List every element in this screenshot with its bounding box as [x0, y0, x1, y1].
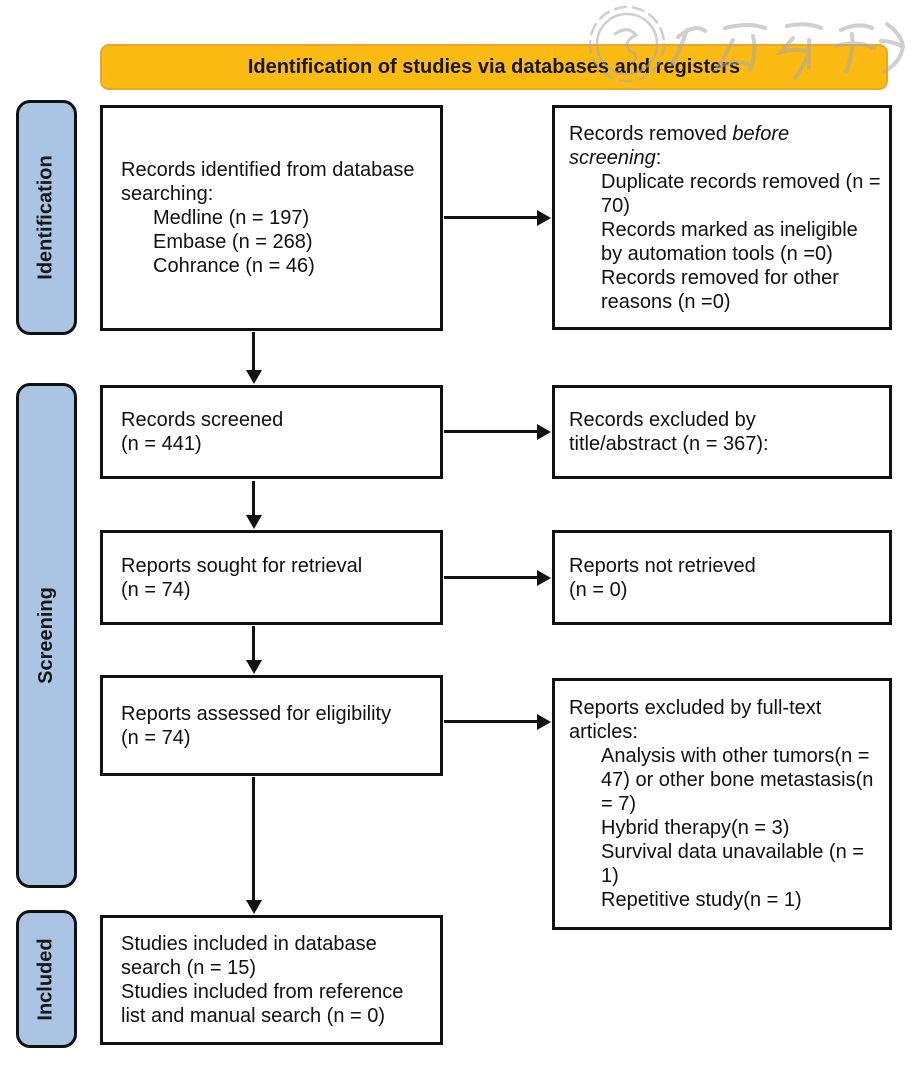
box-reports-assessed [100, 675, 443, 776]
box-text-line: Records excluded by [569, 409, 756, 431]
box-text-segment: Records removed [569, 122, 733, 145]
arrow-identified-to-removed [444, 216, 538, 219]
stage-label-identification [16, 100, 77, 335]
box-text-line: (n = 441) [121, 433, 202, 455]
box-text-segment: : [655, 146, 662, 169]
stage-label-text: Included [35, 937, 58, 1021]
arrow-assessed-to-excluded-full-text [444, 720, 538, 723]
stage-label-text: Screening [35, 587, 58, 684]
box-reports-sought [100, 530, 443, 625]
box-list-item: Cohrance (n = 46) [153, 255, 315, 277]
box-text-line [569, 122, 881, 146]
box-list-item: Hybrid therapy(n = 3) [601, 817, 790, 839]
stage-label-text: Identification [35, 155, 58, 280]
box-records-removed-before-screening [552, 105, 892, 330]
box-records-identified [100, 105, 443, 331]
box-records-screened [100, 385, 443, 479]
box-list-item: Embase (n = 268) [153, 231, 313, 253]
box-text-line: (n = 74) [121, 726, 191, 749]
box-list-item: Records marked as ineligible by automation tools (n =0) [601, 218, 858, 265]
box-text-line: Reports not retrieved [569, 554, 756, 577]
box-text-segment-italic: screening [569, 146, 656, 169]
box-reports-not-retrieved [552, 530, 892, 625]
box-records-excluded-title-abstract [552, 385, 892, 479]
box-text-line: Studies included in database search (n = 15) [121, 933, 377, 979]
arrow-sought-to-assessed [252, 626, 255, 661]
box-text-line: Records screened [121, 409, 284, 431]
box-list-item: Analysis with other tumors(n = 47) or other bone metastasis(n = 7) [601, 745, 874, 815]
box-text-segment-italic: before [732, 122, 790, 145]
box-text-line: Reports sought for retrieval [121, 554, 363, 577]
box-text-line: Studies included from reference list and manual search (n = 0) [121, 981, 404, 1027]
box-text-line: (n = 0) [569, 578, 628, 601]
box-reports-excluded-full-text [552, 678, 892, 930]
box-text-line [569, 146, 881, 170]
box-text-line: title/abstract (n = 367): [569, 433, 769, 455]
arrow-screened-to-sought [252, 481, 255, 516]
box-text-line: articles: [569, 721, 638, 743]
box-text-line: searching: [121, 183, 214, 205]
box-list-item: Medline (n = 197) [153, 207, 310, 229]
box-list-item: Records removed for other reasons (n =0) [601, 266, 839, 313]
header-bar [100, 44, 888, 90]
arrow-sought-to-not-retrieved [444, 576, 538, 579]
box-list-item: Duplicate records removed (n = 70) [601, 170, 881, 217]
box-text-line: Reports assessed for eligibility [121, 702, 392, 725]
box-text-line: Records identified from database [121, 159, 415, 181]
stage-label-screening [16, 383, 77, 888]
box-text-line: (n = 74) [121, 578, 191, 601]
arrow-assessed-to-included [252, 777, 255, 901]
stage-label-included [16, 910, 77, 1048]
box-studies-included [100, 915, 443, 1045]
arrow-screened-to-excluded [444, 430, 538, 433]
box-list-item: Survival data unavailable (n = 1) [601, 841, 864, 887]
box-text-line: Reports excluded by full-text [569, 697, 822, 719]
box-list-item: Repetitive study(n = 1) [601, 889, 802, 911]
header-title: Identification of studies via databases and registers [247, 55, 741, 78]
arrow-identified-to-screened [252, 332, 255, 371]
